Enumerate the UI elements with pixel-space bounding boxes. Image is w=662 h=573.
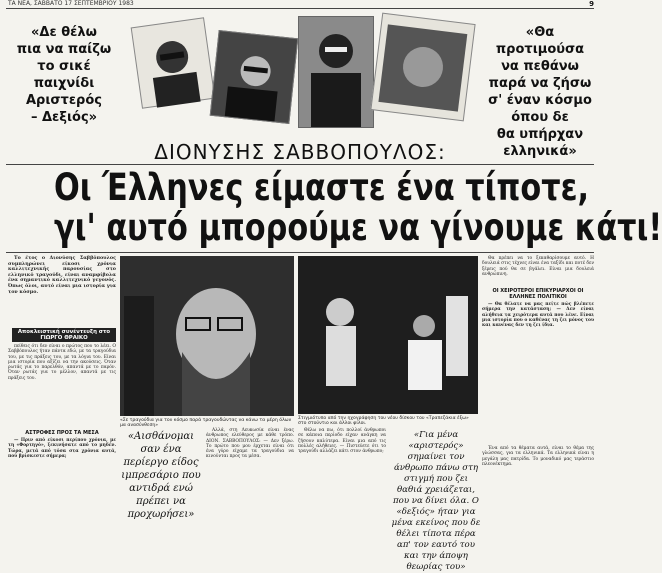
studio-scene-icon: [298, 256, 478, 414]
intro-text: [8, 256, 116, 326]
quote-left: [14, 24, 114, 126]
column-1-paragraph: πείθεις ότι δεν είναι ο πρώτος που το λέει. Ο Σαββόπουλος ήταν πάντα εδώ, με τα τραγούδια του, με τις πράξεις του, με τα λόγια του. Είναι μια ιστορία που αξίζει να την ακούσεις. Όταν ρωτάς για το παρελθόν, απαντά με το παρόν. Όταν ρωτάς για το μέλλον, απαντά με τις πράξεις του.: [8, 344, 116, 381]
column-4-text: [482, 256, 594, 286]
quote-right-line: ελληνικά»: [503, 144, 577, 159]
column-1-text-2: [8, 438, 116, 550]
quote-left-line: το σικέ: [37, 59, 91, 74]
headline-rule: [6, 252, 594, 253]
banner-rule: [6, 164, 594, 165]
pull-quote-right: «Για μένα «αριστερός» σημαίνει τον άνθρωπο πάνω στη στιγμή που ζει θαθιά χρειάζεται, που να δίνει όλα. Ο «δεξιός» ήταν για μένα εκείνος που δε θέλει τίποτα πέρα απ' τον εαυτό του και την άποψη θεωρίας του»: [391, 430, 481, 572]
column-1-text: [8, 344, 116, 428]
collage-photo-portrait-2: [210, 30, 299, 124]
headline-line-2: γι' αυτό μπορούμε να γίνουμε κάτι!: [54, 206, 662, 249]
pull-quote-left: «Αισθάνομαι σαν ένα περίεργο είδος ιμπρεσάριο που αντιδρά ενώ πρέπει να προχωρήσει»: [121, 431, 201, 520]
quote-left-line: «Δε θέλω: [31, 25, 97, 40]
right-column-text: [482, 302, 594, 442]
portrait-figure-icon: [211, 31, 297, 123]
column-1-subhead: ΑΣΤΡΟΦΕΣ ΠΡΟΣ ΤΑ ΜΕΣΑ: [25, 430, 99, 436]
column-1-paragraph-2: — Πριν από είκοσι περίπου χρόνια, με τη «Φορτηγό», ξεκινήσατε από το μηδέν. Τώρα, μετά από τόσα στα χρόνια αυτά, πού βρίσκεστε σήμερα;: [8, 438, 116, 459]
quote-right-line: παρά να ζήσω: [488, 76, 592, 91]
right-column-text-2: [482, 446, 594, 550]
column-3-paragraph: Θέλω να πω, ότι πολλοί άνθρωποι σε κάποια περίοδο είχαν ανάγκη να ζήσουν καλύτερα. Είναι μια από τις πολλές αλήθειες. — Πιστεύετε ότι το τραγούδι αλλάζει κάτι στον άνθρωπο;: [298, 428, 386, 455]
photo-collage: [118, 12, 484, 140]
interview-credit-box: Αποκλειστική συνέντευξη στο ΓΙΩΡΓΟ ΘΡΑΙΚΟ: [12, 328, 116, 342]
studio-photo: [298, 256, 478, 414]
main-photo-caption: «Σε τραγούδια για τον κόσμο παρά τραγουδώντας να κάνω τα μέρη όλων μα ανασύνθεση»: [120, 418, 292, 428]
column-4-paragraph: Θα πρέπει να το ξεκαθαρίσουμε αυτό. Η δουλειά στις τέχνες είναι ένα ταξίδι και ποτέ δεν ξέρεις πού θα σε βγάλει. Είναι μια δουλειά ανθρώπινη.: [482, 256, 594, 277]
quote-left-line: – Δεξιός»: [30, 110, 98, 125]
collage-photo-portrait-3: [298, 16, 374, 128]
quote-right-line: όπου δε: [511, 110, 569, 125]
interviewee-name-banner: ΔΙΟΝΥΣΗΣ ΣΑΒΒΟΠΟΥΛΟΣ:: [154, 140, 446, 164]
headline-line-1: Οι Έλληνες είμαστε ένα τίποτε,: [54, 166, 590, 209]
column-3-text: [298, 428, 386, 548]
quote-left-line: Αριστερός: [25, 93, 103, 108]
intro-paragraph: Το έτος ο Διονύσης Σαββόπουλος συμπληρώνει είκοσι χρόνια καλλιτεχνικής παρουσίας στο ελληνικό τραγούδι, είναι αναμφίβολα ένα σημαντικό καλλιτεχνικό γεγονός. Όπως όλοι, αυτό είναι μια ιστορία για τον κόσμο.: [8, 255, 116, 295]
quote-right-line: «Θα προτιμούσα: [495, 25, 585, 57]
issue-date-line: ΤΑ ΝΕΑ, ΣΑΒΒΑΤΟ 17 ΣΕΠΤΕΜΒΡΙΟΥ 1983: [8, 0, 134, 7]
quote-left-line: πια να παίζω: [16, 42, 112, 57]
right-column-paragraph-2: Ένα από τα θέματα αυτά, είναι το θέμα της γλώσσας, για τα ελληνικά. Τα ελληνικά είναι η μεγάλη μας πατρίδα. Το μοναδικό μας τεράστιο πλεονέκτημα.: [482, 446, 594, 467]
portrait-figure-icon: [120, 256, 294, 416]
collage-photo-portrait-1: [131, 17, 216, 109]
quote-right-line: να πεθάνω: [501, 59, 579, 74]
quote-left-line: παιχνίδι: [33, 76, 95, 91]
column-2-paragraph: Αλλά, στη Λευκωσία είναι ένας άνθρωπος ελεύθερος με κάθε τρόπο. ΔΙΟΝ. ΣΑΒΒΟΠΟΥΛΟΣ: — Δεν ξέρω. Το πρώτο που μου έρχεται είναι ότι ένα γύρο είχαμε τα τραγούδια να κινούνται προς τα μέσα.: [206, 428, 294, 460]
quote-right-line: θα υπήρχαν: [496, 127, 584, 142]
collage-photo-album-cover: [370, 13, 475, 122]
album-cover-icon: [371, 14, 474, 120]
studio-photo-caption: Στιγμιότυπο από την ηχογράφηση του νέου δίσκου του «Τραπεζάκια έξω» στο στούντιο και άλλοι φίλοι.: [298, 416, 469, 426]
main-photo-portrait: [120, 256, 294, 416]
column-2-text: [206, 428, 294, 548]
quote-right-line: σ' έναν κόσμο: [488, 93, 592, 108]
portrait-figure-icon: [132, 18, 214, 107]
portrait-figure-icon: [299, 17, 373, 127]
quote-right: [486, 24, 594, 160]
page-number: 9: [589, 0, 594, 8]
right-column-subhead: ΟΙ ΧΕΙΡΟΤΕΡΟΙ ΕΠΙΚΥΡΙΑΡΧΟΙ ΟΙ ΕΛΛΗΝΕΣ ΠΟΛΙΤΙΚΟΙ: [492, 288, 584, 300]
right-column-paragraph: — Θα θέλατε να μας πείτε πώς βλέπετε σήμερα την κατάσταση; — Δεν είναι αλήθεια τα χειρότερα αυτά που λένε. Είναι μια ιστορία που ο καθένας τη ζει μόνος του και κανένας δεν τη ζει ίδια.: [482, 302, 594, 329]
top-rule: [6, 8, 594, 9]
